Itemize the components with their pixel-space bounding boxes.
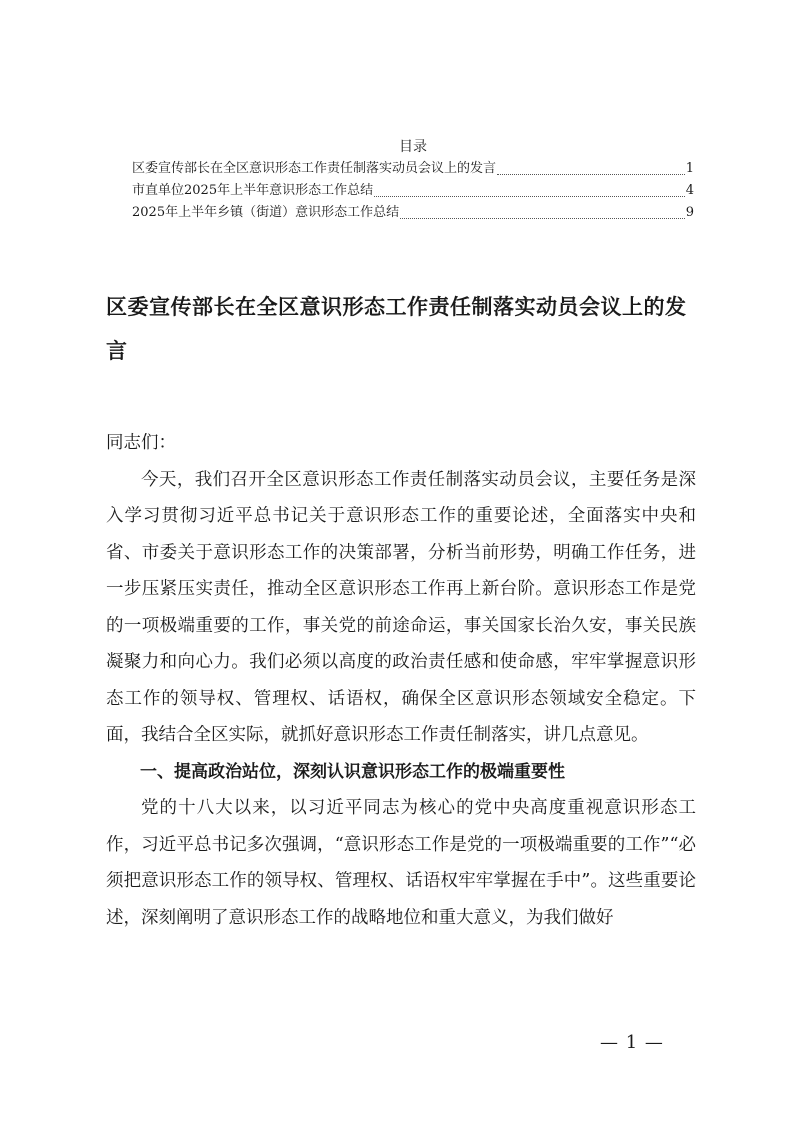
toc-entry-text: 区委宣传部长在全区意识形态工作责任制落实动员会议上的发言 xyxy=(132,161,497,176)
toc-entry-page: 4 xyxy=(685,183,694,198)
toc-entry-page: 9 xyxy=(685,205,694,220)
toc-entry[interactable] xyxy=(132,158,694,180)
table-of-contents xyxy=(132,136,694,224)
body-paragraph: 党的十八大以来，以习近平同志为核心的党中央高度重视意识形态工作，习近平总书记多次强调，“意识形态工作是党的一项极端重要的工作”“必须把意识形态工作的领导权、管理权、话语权牢牢掌握在手中”。这些重要论述，深刻阐明了意识形态工作的战略地位和重大意义，为我们做好 xyxy=(106,798,696,928)
toc-entry[interactable] xyxy=(132,180,694,202)
toc-entry-text: 2025年上半年乡镇（街道）意识形态工作总结 xyxy=(132,205,400,220)
greeting: 同志们： xyxy=(106,433,176,453)
toc-leader-dots xyxy=(374,196,685,197)
section-heading: 一、提高政治站位，深刻认识意识形态工作的极端重要性 xyxy=(140,761,565,782)
toc-entry-text: 市直单位2025年上半年意识形态工作总结 xyxy=(132,183,374,198)
toc-title: 目录 xyxy=(399,139,427,155)
toc-entry[interactable] xyxy=(132,202,694,224)
toc-leader-dots xyxy=(400,218,685,219)
toc-entry-page: 1 xyxy=(685,161,694,176)
document-title: 区委宣传部长在全区意识形态工作责任制落实动员会议上的发言 xyxy=(106,295,687,363)
toc-leader-dots xyxy=(497,174,685,175)
document-body xyxy=(106,425,696,936)
body-paragraph: 今天，我们召开全区意识形态工作责任制落实动员会议，主要任务是深入学习贯彻习近平总书记关于意识形态工作的重要论述，全面落实中央和省、市委关于意识形态工作的决策部署，分析当前形势，明确工作任务，进一步压紧压实责任，推动全区意识形态工作再上新台阶。意识形态工作是党的一项极端重要的工作，事关党的前途命运，事关国家长治久安，事关民族凝聚力和向心力。我们必须以高度的政治责任感和使命感，牢牢掌握意识形态工作的领导权、管理权、话语权，确保全区意识形态领域安全稳定。下面，我结合全区实际，就抓好意识形态工作责任制落实，讲几点意见。 xyxy=(106,469,696,745)
page-number: — 1 — xyxy=(600,1032,664,1053)
